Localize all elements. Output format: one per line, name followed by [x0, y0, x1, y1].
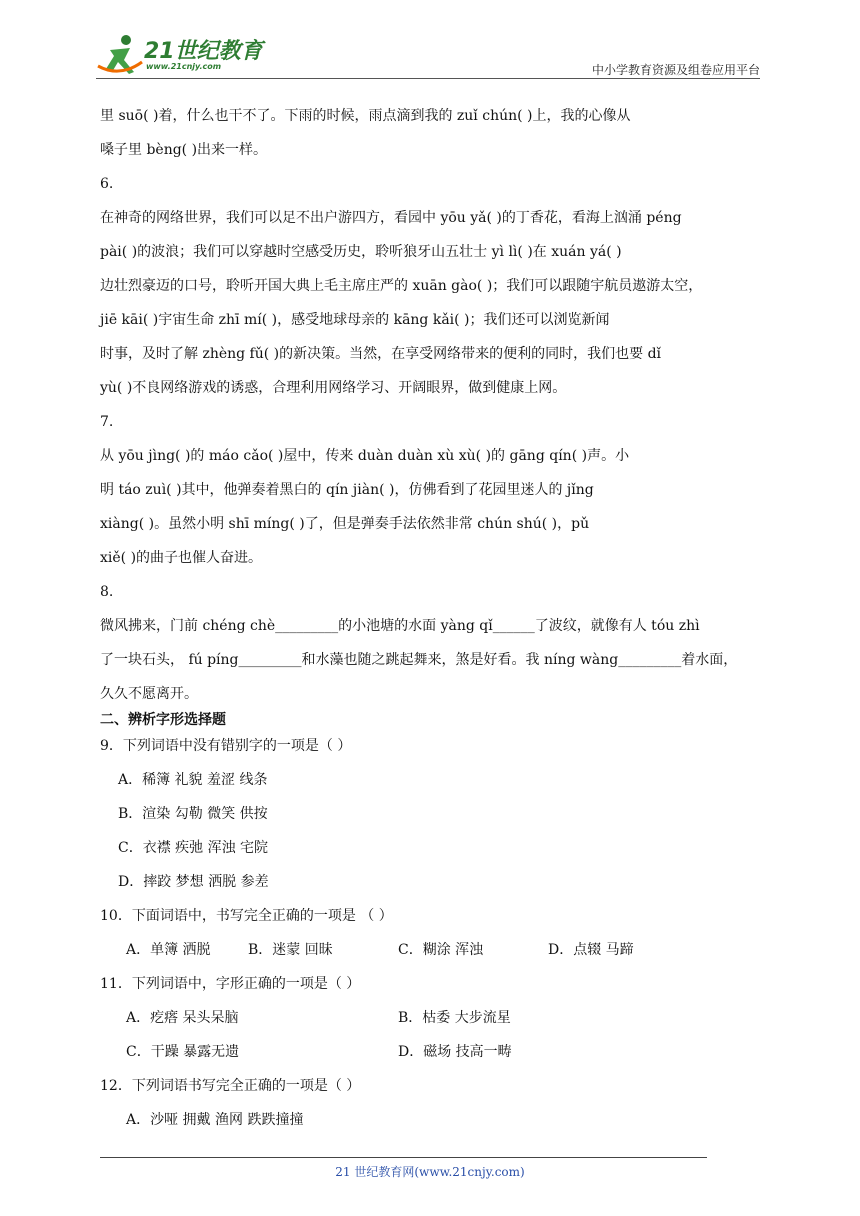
question-12-option-a: A．沙哑 拥戴 渔网 跌跌撞撞: [126, 1112, 304, 1128]
text-line: 7.: [100, 414, 114, 430]
question-12-stem: 12．下列词语书写完全正确的一项是（ ）: [100, 1078, 361, 1094]
page-header: [96, 32, 760, 82]
question-10-stem: 10．下面词语中，书写完全正确的一项是 （ ）: [100, 908, 393, 924]
question-11-option-c: C．干躁 暴露无遗: [126, 1044, 240, 1060]
text-line: jiē kāi( )宇宙生命 zhī mí( )，感受地球母亲的 kāng kǎi( )；我们还可以浏览新闻: [100, 312, 610, 328]
text-line: 了一块石头， fú píng_________和水藻也随之跳起舞来，煞是好看。我 níng wàng_________着水面，: [100, 652, 738, 668]
text-line: 时事，及时了解 zhèng fǔ( )的新决策。当然，在享受网络带来的便利的同时，我们也要 dǐ: [100, 346, 662, 362]
section-title: 二、辨析字形选择题: [100, 712, 226, 728]
question-10-option-d: D．点辍 马蹄: [548, 942, 634, 958]
question-9-option-a: A．稀簿 礼貌 羞涩 线条: [118, 772, 268, 788]
question-11-option-a: A．疙瘩 呆头呆脑: [126, 1010, 239, 1026]
question-10-option-c: C．糊涂 浑浊: [398, 942, 484, 958]
question-11-option-d: D．磁场 技高一畴: [398, 1044, 512, 1060]
text-line: 从 yōu jìng( )的 máo cǎo( )屋中，传来 duàn duàn xù xù( )的 gāng qín( )声。小: [100, 448, 630, 464]
text-line: xiě( )的曲子也催人奋进。: [100, 550, 263, 566]
text-line: 在神奇的网络世界，我们可以足不出户游四方，看园中 yōu yǎ( )的丁香花，看海上汹涌 péng: [100, 210, 682, 226]
text-line: 里 suō( )着，什么也干不了。下雨的时候，雨点滴到我的 zuǐ chún( )上，我的心像从: [100, 108, 631, 124]
question-10-option-b: B．迷蒙 回昧: [248, 942, 333, 958]
text-line: pài( )的波浪；我们可以穿越时空感受历史，聆听狼牙山五壮士 yì lì( )在 xuán yá( ): [100, 244, 622, 260]
question-11-stem: 11．下列词语中，字形正确的一项是（ ）: [100, 976, 361, 992]
platform-label: 中小学教育资源及组卷应用平台: [591, 63, 760, 77]
text-line: xiàng( )。虽然小明 shī míng( )了，但是弹奏手法依然非常 chún shú( )，pǔ: [100, 516, 590, 532]
question-11-option-b: B．枯委 大步流星: [398, 1010, 511, 1026]
logo-text: 21世纪教育: [144, 39, 263, 64]
text-line: 6.: [100, 176, 114, 192]
footer-divider: [100, 1157, 707, 1158]
text-line: 久久不愿离开。: [100, 686, 198, 702]
question-10-option-a: A．单簿 洒脱: [126, 942, 211, 958]
question-9-option-b: B．渲染 勾勒 微笑 供按: [118, 806, 268, 822]
text-line: yù( )不良网络游戏的诱惑，合理利用网络学习、开阔眼界，做到健康上网。: [100, 380, 567, 396]
logo-url: www.21cnjy.com: [146, 62, 222, 71]
text-line: 8.: [100, 584, 114, 600]
text-line: 边壮烈豪迈的口号，聆听开国大典上毛主席庄严的 xuān gào( )；我们可以跟随宇航员遨游太空，: [100, 278, 703, 294]
header-divider: [96, 78, 760, 79]
text-line: 微风拂来，门前 chéng chè_________的小池塘的水面 yàng qǐ______了波纹，就像有人 tóu zhì: [100, 618, 700, 634]
text-line: 明 táo zuì( )其中，他弹奏着黑白的 qín jiàn( )，仿佛看到了花园里迷人的 jǐng: [100, 482, 594, 498]
page-footer: 21 世纪教育网(www.21cnjy.com): [335, 1165, 525, 1179]
runner-icon: [96, 32, 144, 78]
question-9-option-c: C．衣襟 疾弛 浑浊 宅院: [118, 840, 269, 856]
question-9-stem: 9．下列词语中没有错别字的一项是（ ）: [100, 738, 352, 754]
text-line: 嗓子里 bèng( )出来一样。: [100, 142, 268, 158]
question-9-option-d: D．摔跤 梦想 洒脱 参差: [118, 874, 269, 890]
site-logo: [96, 32, 266, 78]
